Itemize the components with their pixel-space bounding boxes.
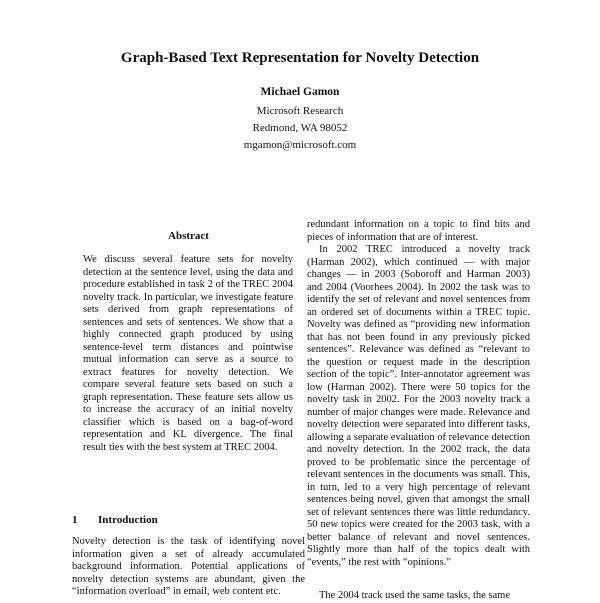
author-email: mgamon@microsoft.com [243, 139, 357, 151]
section-title: Introduction [98, 514, 158, 526]
paper-title: Graph-Based Text Representation for Novelty Detection [120, 50, 480, 66]
right-column-paragraph: In 2002 TREC introduced a novelty track (Harman 2002), which continued — with major changes — in 2003 (Soboroff and Harman 2003) and 2004 (Voorhees 2004). In 2002 the task was to identify the set of relevant and novel sentences from an ordered set of documents within a TREC topic. Novelty was defined as “providing new information that has not been found in any previously picked sentences”. Relevance was defined as “relevant to the question or request made in the description section of the topic”. Inter-annotator agreement was low (Harman 2002). There were 50 topics for the novelty task in 2002. For the 2003 novelty track a number of major changes were made. Relevance and novelty detection were separated into different tasks, allowing a separate evaluation of relevance detection and novelty detection. In the 2002 track, the data proved to be problematic since the percentage of relevant sentences in the documents was small. This, in turn, led to a very high percentage of relevant sentences being novel, given that amongst the small set of relevant sentences there was little redundancy. 50 new topics were created for the 2003 task, with a better balance of relevant and novel sentences. Slightly more than half of the topics dealt with “events,” the rest with “opinions.” [307, 244, 530, 568]
abstract-heading: Abstract [168, 230, 209, 242]
right-column-continuation: redundant information on a topic to find bits and pieces of information that are of interest. [307, 219, 530, 243]
right-column-last-line: The 2004 track used the same tasks, the same [319, 590, 510, 601]
author-affiliation: Microsoft Research [256, 105, 344, 117]
section-number: 1 [72, 514, 78, 526]
abstract-text: We discuss several feature sets for novelty detection at the sentence level, using the data and procedure established in task 2 of the TREC 2004 novelty track. In particular, we investigate feature sets derived from graph representations of sentences and sets of sentences. We show that a highly connected graph produced by using sentence-level term distances and pointwise mutual information can serve as a source to extract features for novelty detection. We compare several feature sets based on such a graph representation. These feature sets allow us to increase the accuracy of an initial novelty classifier which is based on a bag-of-word representation and KL divergence. The final result ties with the best system at TREC 2004. [83, 254, 293, 453]
author-name: Michael Gamon [260, 86, 340, 98]
introduction-text: Novelty detection is the task of identifying novel information given a set of already accumulated background information. Potential applications of novelty detection systems are abundant, given the “information overload” in email, web content etc. [72, 536, 305, 598]
section-heading-introduction [72, 514, 158, 526]
author-address: Redmond, WA 98052 [252, 122, 348, 134]
